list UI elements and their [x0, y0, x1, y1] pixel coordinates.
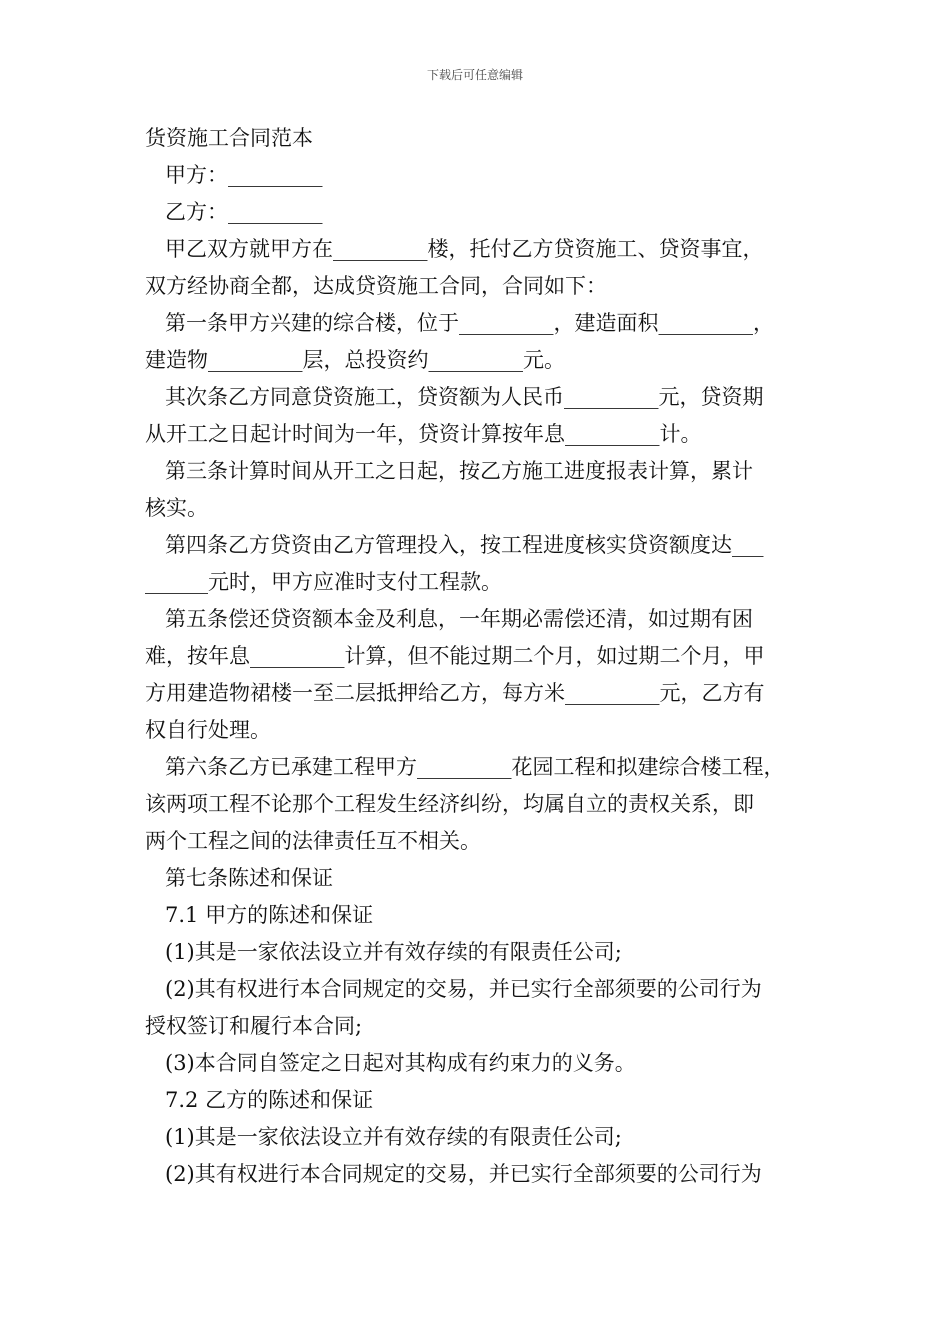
- document-line: 甲方：_________: [165, 163, 323, 187]
- document-lines: [145, 157, 815, 1193]
- document-line: 难，按年息_________计算，但不能过期二个月，如过期二个月，甲: [145, 644, 765, 668]
- document-title: 货资施工合同范本: [145, 126, 313, 150]
- document-line: 乙方：_________: [165, 200, 323, 224]
- document-line: 权自行处理。: [145, 718, 271, 742]
- document-line: (3)本合同自签定之日起对其构成有约束力的义务。: [165, 1051, 636, 1075]
- document-line: 核实。: [145, 496, 208, 520]
- document-line: 第四条乙方贷资由乙方管理投入，按工程进度核实贷资额度达___: [165, 533, 764, 557]
- document-line: (1)其是一家依法设立并有效存续的有限责任公司;: [165, 1125, 622, 1149]
- document-line: 第七条陈述和保证: [165, 866, 333, 890]
- document-line: 7.1 甲方的陈述和保证: [165, 903, 374, 927]
- document-line: 授权签订和履行本合同;: [145, 1014, 363, 1038]
- document-line: 该两项工程不论那个工程发生经济纠纷，均属自立的责权关系，即: [145, 792, 754, 816]
- document-body: [145, 120, 815, 1193]
- document-line: 第六条乙方已承建工程甲方_________花园工程和拟建综合楼工程，: [165, 755, 785, 779]
- document-line: 7.2 乙方的陈述和保证: [165, 1088, 374, 1112]
- document-line: 建造物_________层，总投资约_________元。: [145, 348, 565, 372]
- document-line: 其次条乙方同意贷资施工，贷资额为人民币_________元，贷资期: [165, 385, 764, 409]
- document-line: 第一条甲方兴建的综合楼，位于_________，建造面积_________，: [165, 311, 774, 335]
- document-line: (2)其有权进行本合同规定的交易，并已实行全部须要的公司行为: [165, 1162, 762, 1186]
- document-line: 第三条计算时间从开工之日起，按乙方施工进度报表计算，累计: [165, 459, 753, 483]
- document-line: 双方经协商全都，达成贷资施工合同，合同如下：: [145, 274, 607, 298]
- page-header: 下载后可任意编辑: [426, 68, 523, 82]
- document-line: 方用建造物裙楼一至二层抵押给乙方，每方米_________元，乙方有: [145, 681, 765, 705]
- document-line: 两个工程之间的法律责任互不相关。: [145, 829, 481, 853]
- document-line: 甲乙双方就甲方在_________楼，托付乙方贷资施工、贷资事宜，: [165, 237, 764, 261]
- document-line: 第五条偿还贷资额本金及利息，一年期必需偿还清，如过期有困: [165, 607, 753, 631]
- document-line: (2)其有权进行本合同规定的交易，并已实行全部须要的公司行为: [165, 977, 762, 1001]
- document-line: (1)其是一家依法设立并有效存续的有限责任公司;: [165, 940, 622, 964]
- document-line: 从开工之日起计时间为一年，贷资计算按年息_________计。: [145, 422, 702, 446]
- document-line: ______元时，甲方应准时支付工程款。: [145, 570, 502, 594]
